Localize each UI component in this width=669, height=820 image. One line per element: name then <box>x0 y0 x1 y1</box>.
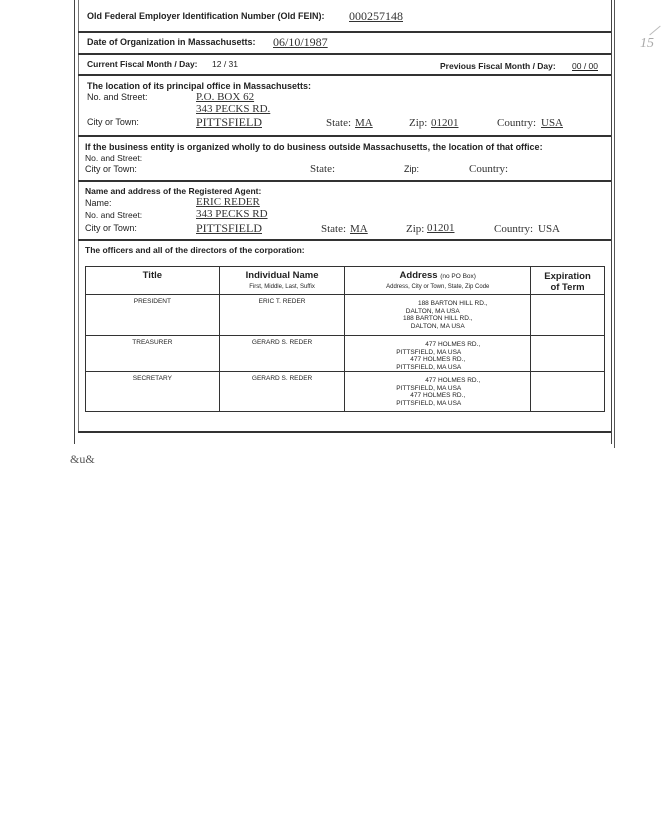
officer-expiration <box>531 295 605 336</box>
officer-name: ERIC T. REDER <box>219 295 345 336</box>
organization-date-value: 06/10/1987 <box>273 35 328 49</box>
column-header-expiration: Expiration of Term <box>531 267 605 295</box>
agent-country: USA <box>538 223 561 235</box>
divider <box>78 180 611 182</box>
current-fiscal-label: Current Fiscal Month / Day: <box>87 59 198 69</box>
divider <box>78 53 611 55</box>
outside-office-heading: If the business entity is organized wholly to do business outside Massachusetts, the location of that office: <box>85 142 543 152</box>
agent-name-label: Name: <box>85 198 112 208</box>
column-header-address: Address (no PO Box) Address, City or Town, State, Zip Code <box>345 267 531 295</box>
agent-state-label: State: <box>321 223 347 235</box>
agent-country-label: Country: <box>494 223 534 235</box>
margin-note: 15 <box>640 36 654 51</box>
officers-heading: The officers and all of the directors of the corporation: <box>85 245 305 255</box>
agent-state: MA <box>350 223 368 235</box>
agent-street-label: No. and Street: <box>85 210 143 220</box>
table-row <box>86 372 605 412</box>
officer-expiration <box>531 336 605 372</box>
footer-mark: &u& <box>70 452 95 466</box>
principal-zip: 01201 <box>431 117 459 129</box>
principal-city: PITTSFIELD <box>196 115 262 129</box>
table-row <box>86 295 605 336</box>
outside-country-label: Country: <box>469 163 509 175</box>
officers-table <box>85 266 605 412</box>
divider <box>78 31 611 33</box>
agent-name: ERIC REDER <box>196 196 260 208</box>
previous-fiscal-value: 00 / 00 <box>572 61 598 71</box>
column-header-name: Individual Name First, Middle, Last, Suffix <box>219 267 345 295</box>
officer-title: TREASURER <box>86 336 220 372</box>
principal-office-heading: The location of its principal office in Massachusetts: <box>87 81 312 91</box>
frame-left-outer <box>74 0 75 444</box>
agent-zip-label: Zip: <box>406 223 425 235</box>
column-header-title: Title <box>86 267 220 295</box>
agent-street: 343 PECKS RD <box>196 208 268 220</box>
principal-state-label: State: <box>326 117 352 129</box>
principal-city-label: City or Town: <box>87 117 139 127</box>
agent-city-label: City or Town: <box>85 223 137 233</box>
officer-name: GERARD S. REDER <box>219 372 345 412</box>
officer-address: 477 HOLMES RD., PITTSFIELD, MA USA 477 HOLMES RD., PITTSFIELD, MA USA <box>345 336 531 372</box>
frame-right-inner <box>611 0 612 444</box>
registered-agent-heading: Name and address of the Registered Agent: <box>85 186 262 196</box>
divider <box>78 135 611 137</box>
officer-title: PRESIDENT <box>86 295 220 336</box>
principal-country-label: Country: <box>497 117 537 129</box>
outside-street-label: No. and Street: <box>85 153 143 163</box>
outside-zip-label: Zip: <box>404 164 420 174</box>
officer-address: 477 HOLMES RD., PITTSFIELD, MA USA 477 HOLMES RD., PITTSFIELD, MA USA <box>345 372 531 412</box>
officer-name: GERARD S. REDER <box>219 336 345 372</box>
officer-address: 188 BARTON HILL RD., DALTON, MA USA 188 BARTON HILL RD., DALTON, MA USA <box>345 295 531 336</box>
principal-country: USA <box>541 117 564 129</box>
frame-right-outer <box>614 0 615 448</box>
principal-street-label: No. and Street: <box>87 92 148 102</box>
agent-zip: 01201 <box>427 222 455 234</box>
principal-street-line2: 343 PECKS RD. <box>196 103 271 115</box>
current-fiscal-value: 12 / 31 <box>212 59 238 69</box>
divider <box>78 431 611 433</box>
officer-title: SECRETARY <box>86 372 220 412</box>
margin-note-stroke <box>649 26 660 36</box>
frame-left-inner <box>78 0 79 432</box>
divider <box>78 239 611 241</box>
fein-value: 000257148 <box>349 9 403 23</box>
officer-expiration <box>531 372 605 412</box>
principal-street-line1: P.O. BOX 62 <box>196 91 255 103</box>
agent-city: PITTSFIELD <box>196 221 262 235</box>
outside-state-label: State: <box>310 163 336 175</box>
organization-date-label: Date of Organization in Massachusetts: <box>87 37 256 47</box>
principal-zip-label: Zip: <box>409 117 428 129</box>
principal-state: MA <box>355 117 373 129</box>
outside-city-label: City or Town: <box>85 164 137 174</box>
fein-label: Old Federal Employer Identification Number (Old FEIN): <box>87 11 325 21</box>
table-row <box>86 336 605 372</box>
previous-fiscal-label: Previous Fiscal Month / Day: <box>440 61 556 71</box>
divider <box>78 74 611 76</box>
